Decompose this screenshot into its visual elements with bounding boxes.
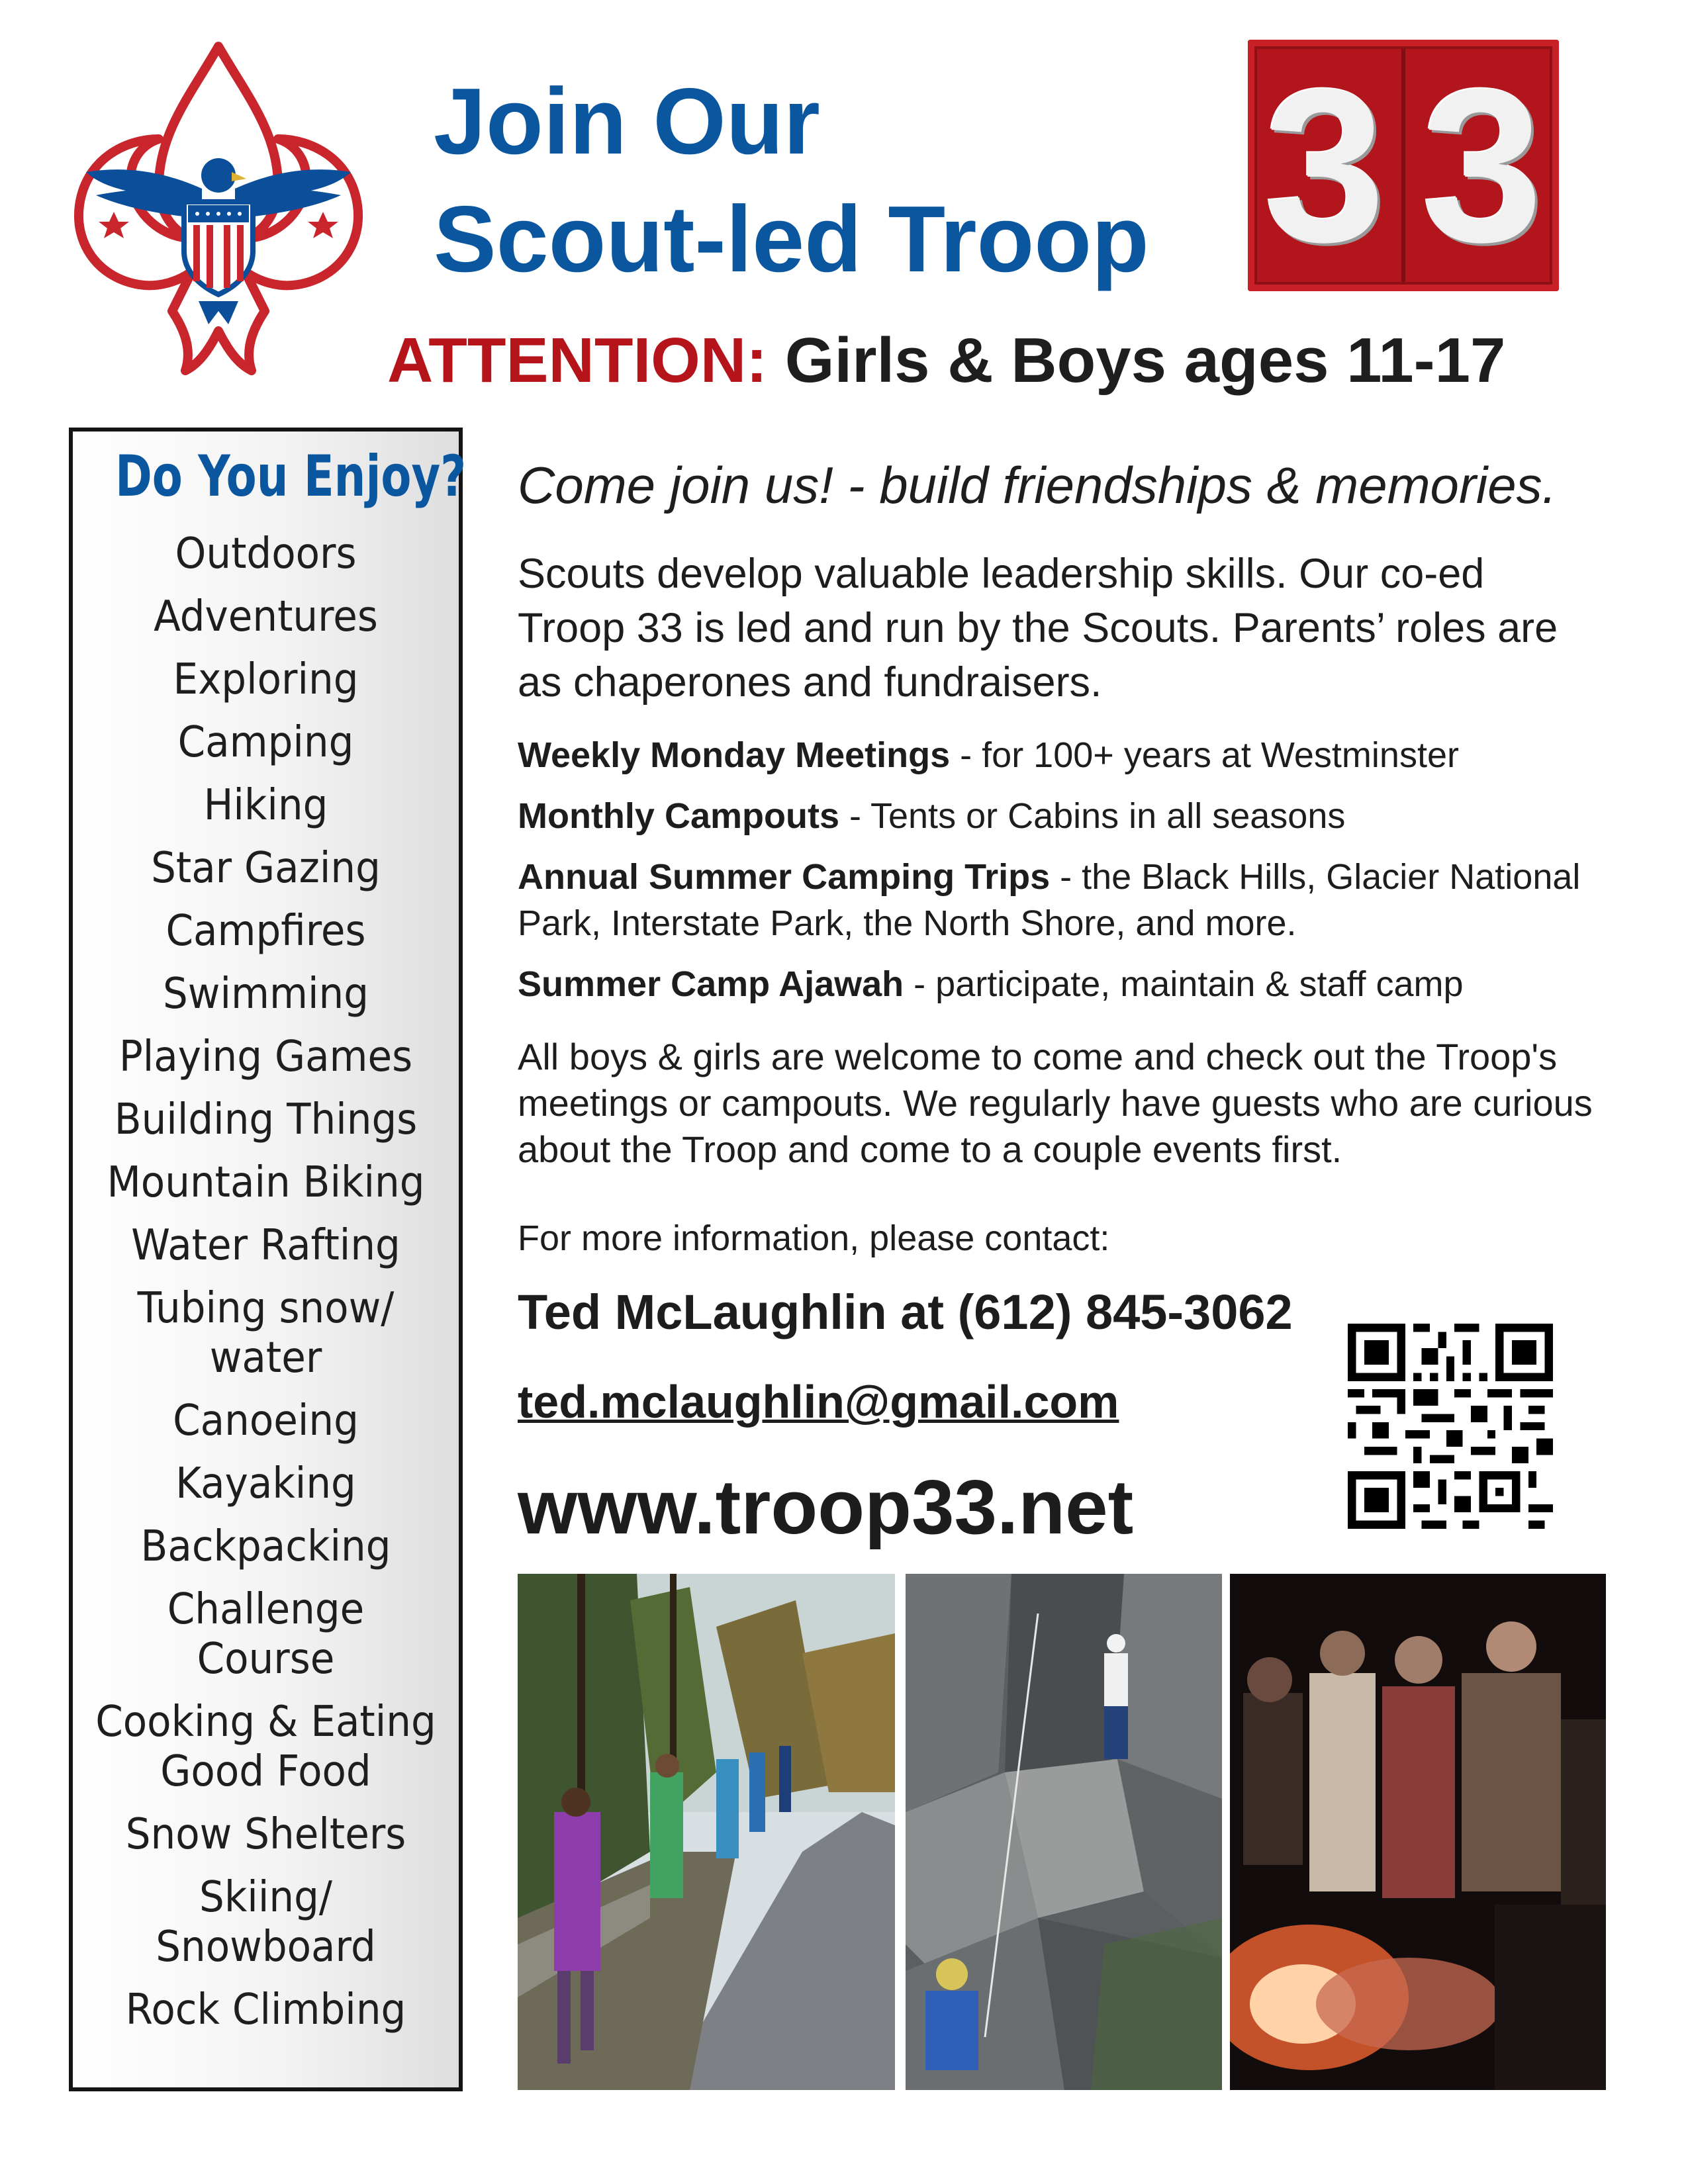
- attention-text: Girls & Boys ages 11-17: [784, 325, 1506, 396]
- activity-item: [86, 592, 445, 642]
- activity-item: [86, 1985, 445, 2035]
- event-detail: - for 100+ years at Westminster: [950, 735, 1459, 775]
- title-line-2: Scout-led Troop: [434, 187, 1149, 292]
- activity-line: Kayaking: [175, 1459, 356, 1508]
- welcome-paragraph: All boys & girls are welcome to come and check out the Troop's meetings or campouts. We regularly have guests who are curious about the Troop and come to a couple events first.: [518, 1036, 1593, 1170]
- activity-line: Cooking & Eating: [95, 1698, 436, 1747]
- activity-line: Camping: [177, 718, 354, 767]
- scouts-bsa-logo: [66, 40, 371, 397]
- event-item: [518, 961, 1603, 1007]
- event-detail: - the Black Hills, Glacier National Park, Interstate Park, the North Shore, and more.: [518, 857, 1581, 943]
- activity-item: [86, 718, 445, 768]
- activity-item: [86, 1158, 445, 1208]
- sidebar-title: Do You Enjoy?: [115, 443, 467, 510]
- event-item: [518, 732, 1603, 778]
- event-detail: - Tents or Cabins in all seasons: [839, 796, 1346, 836]
- activity-line: Snow Shelters: [125, 1810, 406, 1859]
- campfire-photo: [1230, 1574, 1606, 2090]
- activity-item: [86, 1284, 445, 1383]
- activity-line: Exploring: [173, 655, 359, 704]
- activity-item: [86, 1032, 445, 1082]
- activity-item: [86, 970, 445, 1019]
- tagline: Come join us! - build friendships & memories.: [518, 456, 1557, 514]
- hiking-photo: [518, 1574, 895, 2090]
- activity-line: Skiing/: [199, 1873, 332, 1922]
- event-detail: - participate, maintain & staff camp: [904, 964, 1464, 1004]
- activity-line: Canoeing: [173, 1396, 359, 1445]
- activity-item: [86, 1459, 445, 1509]
- activity-item: [86, 1396, 445, 1446]
- activity-item: [86, 907, 445, 956]
- activity-item: [86, 655, 445, 705]
- activities-sidebar: [69, 428, 467, 2091]
- activity-line: Adventures: [154, 592, 378, 641]
- activity-line: Backpacking: [140, 1522, 391, 1571]
- contact-prompt: For more information, please contact:: [518, 1218, 1110, 1258]
- activity-line: Good Food: [160, 1747, 371, 1796]
- activity-line: Hiking: [203, 781, 328, 830]
- activity-item: [86, 1873, 445, 1972]
- activity-item: [86, 1810, 445, 1860]
- troop-number-patch: [1248, 40, 1559, 291]
- activity-item: [86, 844, 445, 893]
- event-name: Monthly Campouts: [518, 796, 839, 836]
- activity-list: [73, 529, 459, 2048]
- activity-item: [86, 1095, 445, 1145]
- activity-item: [86, 529, 445, 579]
- event-item: [518, 793, 1603, 839]
- activity-line: Rock Climbing: [125, 1985, 406, 2034]
- qr-code[interactable]: [1348, 1324, 1553, 1529]
- event-item: [518, 854, 1603, 946]
- activity-line: Playing Games: [118, 1032, 413, 1081]
- activity-line: Campfires: [165, 907, 366, 956]
- attention-banner: [387, 324, 1645, 397]
- patch-digit: 3: [1264, 43, 1385, 287]
- website-link[interactable]: www.troop33.net: [518, 1464, 1134, 1550]
- contact-email-link[interactable]: ted.mclaughlin@gmail.com: [518, 1376, 1119, 1428]
- activity-line: Swimming: [163, 970, 369, 1019]
- activity-line: Challenge: [167, 1585, 365, 1634]
- intro-paragraph: Scouts develop valuable leadership skills. Our co-ed Troop 33 is led and run by the Scouts. Parents’ roles are as chaperones and fundraisers.: [518, 551, 1558, 705]
- activity-line: Star Gazing: [151, 844, 381, 893]
- activity-item: [86, 1522, 445, 1572]
- activity-line: Course: [197, 1635, 335, 1684]
- activity-item: [86, 1698, 445, 1797]
- event-name: Weekly Monday Meetings: [518, 735, 951, 775]
- attention-label: ATTENTION:: [387, 325, 768, 396]
- event-name: Summer Camp Ajawah: [518, 964, 904, 1004]
- activity-item: [86, 1221, 445, 1271]
- activity-line: Building Things: [114, 1095, 418, 1144]
- activity-item: [86, 781, 445, 831]
- activity-item: [86, 1585, 445, 1684]
- activity-line: Tubing snow/: [137, 1284, 395, 1333]
- title-line-1: Join Our: [434, 69, 820, 174]
- activity-line: Mountain Biking: [107, 1158, 425, 1207]
- activity-line: water: [209, 1334, 322, 1383]
- contact-name-phone: Ted McLaughlin at (612) 845-3062: [518, 1285, 1293, 1340]
- page-title: [434, 63, 1228, 298]
- patch-digit: 3: [1421, 43, 1543, 287]
- event-name: Annual Summer Camping Trips: [518, 857, 1051, 897]
- activity-line: Snowboard: [156, 1923, 376, 1972]
- activity-line: Outdoors: [175, 529, 357, 578]
- activity-line: Water Rafting: [131, 1221, 400, 1270]
- rock-climbing-photo: [906, 1574, 1222, 2090]
